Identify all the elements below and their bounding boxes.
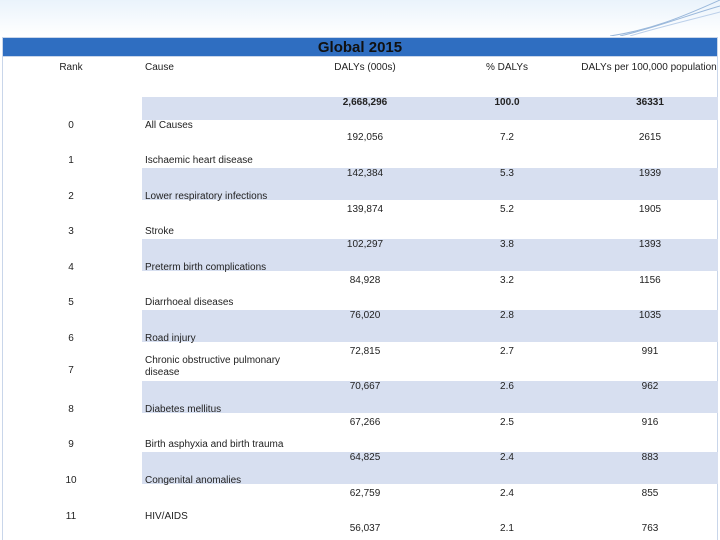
cell-dalys: 142,384 — [346, 168, 384, 179]
cell-pct: 2.6 — [500, 381, 514, 392]
cell-dalys: 64,825 — [349, 452, 381, 463]
cell-cause: Diarrhoeal diseases — [145, 297, 234, 308]
cell-dalys: 139,874 — [346, 204, 384, 215]
cell-pct: 2.1 — [500, 523, 514, 534]
header-dalys: DALYs (000s) — [334, 62, 396, 73]
cell-per100k: 763 — [641, 523, 659, 534]
cell-pct: 2.5 — [500, 417, 514, 428]
cell-dalys: 2,668,296 — [342, 97, 388, 108]
cell-rank: 3 — [68, 226, 74, 237]
cell-dalys: 76,020 — [349, 310, 381, 321]
page-title: Global 2015 — [317, 39, 403, 56]
cell-per100k: 1393 — [638, 239, 662, 250]
cell-per100k: 855 — [641, 488, 659, 499]
cell-pct: 7.2 — [500, 132, 514, 143]
header-pct-dalys: % DALYs — [485, 62, 529, 73]
cell-rank: 0 — [68, 120, 74, 131]
cell-rank: 6 — [68, 333, 74, 344]
cell-rank: 8 — [68, 404, 74, 415]
cell-cause: Chronic obstructive pulmonary disease — [145, 355, 281, 378]
cell-rank: 1 — [68, 155, 74, 166]
cell-rank: 5 — [68, 297, 74, 308]
cell-pct: 2.4 — [500, 452, 514, 463]
cell-pct: 2.7 — [500, 346, 514, 357]
cell-rank: 4 — [68, 262, 74, 273]
cell-pct: 5.2 — [500, 204, 514, 215]
header-dalys-per-100k: DALYs per 100,000 population — [581, 62, 717, 73]
cell-cause: HIV/AIDS — [145, 511, 188, 522]
cell-per100k: 962 — [641, 381, 659, 392]
cell-cause: Preterm birth complications — [145, 262, 267, 273]
cell-pct: 3.2 — [500, 275, 514, 286]
header-rank: Rank — [59, 62, 83, 73]
cell-dalys: 62,759 — [349, 488, 381, 499]
cell-pct: 5.3 — [500, 168, 514, 179]
cell-rank: 11 — [65, 511, 77, 522]
cell-pct: 2.4 — [500, 488, 514, 499]
cell-rank: 10 — [65, 475, 77, 486]
cell-cause: All Causes — [145, 120, 193, 131]
cell-per100k: 883 — [641, 452, 659, 463]
cell-cause: Diabetes mellitus — [145, 404, 222, 415]
cell-cause: Road injury — [145, 333, 196, 344]
cell-per100k: 2615 — [638, 132, 662, 143]
cell-rank: 2 — [68, 191, 74, 202]
cell-cause: Stroke — [145, 226, 174, 237]
cell-per100k: 916 — [641, 417, 659, 428]
cell-dalys: 67,266 — [349, 417, 381, 428]
cell-dalys: 102,297 — [346, 239, 384, 250]
cell-dalys: 84,928 — [349, 275, 381, 286]
cell-pct: 2.8 — [500, 310, 514, 321]
cell-dalys: 56,037 — [349, 523, 381, 534]
cell-per100k: 1939 — [638, 168, 662, 179]
header-cause: Cause — [145, 62, 174, 73]
cell-rank: 7 — [68, 365, 74, 376]
cell-per100k: 991 — [641, 346, 659, 357]
cell-pct: 100.0 — [494, 97, 520, 108]
cell-dalys: 192,056 — [346, 132, 384, 143]
cell-cause: Lower respiratory infections — [145, 191, 268, 202]
cell-rank: 9 — [68, 439, 74, 450]
cell-per100k: 1905 — [638, 204, 662, 215]
cell-dalys: 72,815 — [349, 346, 381, 357]
cell-pct: 3.8 — [500, 239, 514, 250]
cell-cause: Congenital anomalies — [145, 475, 242, 486]
cell-cause: Ischaemic heart disease — [145, 155, 253, 166]
cell-per100k: 1035 — [638, 310, 662, 321]
cell-dalys: 70,667 — [349, 381, 381, 392]
cell-cause: Birth asphyxia and birth trauma — [145, 439, 284, 450]
cell-per100k: 1156 — [639, 275, 661, 286]
cell-per100k: 36331 — [636, 97, 664, 108]
